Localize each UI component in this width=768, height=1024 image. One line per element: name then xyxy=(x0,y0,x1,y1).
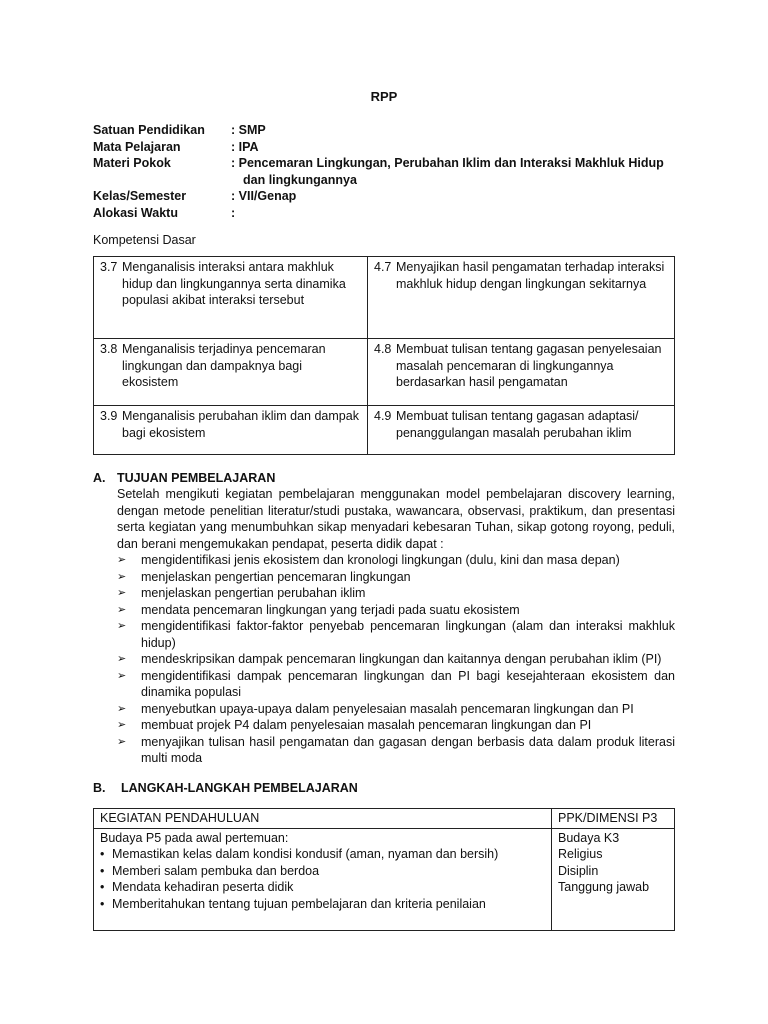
activity-intro: Budaya P5 pada awal pertemuan: xyxy=(100,830,289,845)
identity-label: Alokasi Waktu xyxy=(93,205,178,220)
identity-label: Materi Pokok xyxy=(93,156,171,170)
objective-text: menyebutkan upaya-upaya dalam penyelesaian masalah pencemaran lingkungan dan PI xyxy=(141,701,634,716)
list-item xyxy=(117,717,675,734)
arrow-bullet-icon: ➢ xyxy=(117,653,127,665)
section-letter: B. xyxy=(93,781,106,795)
kd-cell xyxy=(368,257,675,339)
kd-row xyxy=(94,406,675,455)
activity-item-text: Memastikan kelas dalam kondisi kondusif (aman, nyaman dan bersih) xyxy=(112,847,499,861)
list-item xyxy=(100,896,545,913)
section-title: LANGKAH-LANGKAH PEMBELAJARAN xyxy=(121,781,358,795)
list-item xyxy=(117,618,675,651)
bullet-icon: • xyxy=(100,847,105,861)
list-item xyxy=(100,846,545,863)
bullet-icon: • xyxy=(100,880,105,894)
identity-row-class xyxy=(93,188,683,205)
section-heading xyxy=(93,780,675,796)
objectives-intro: Setelah mengikuti kegiatan pembelajaran menggunakan model pembelajaran discovery learning, dengan metode penelitian literatur/studi pustaka, wawancara, observasi, praktikum, dan presentasi serta kegiatan yang menumbuhkan sikap menyadari kebesaran Tuhan, sikap gotong royong, peduli, dan berani mengemukakan pendapat, peserta didik dapat : xyxy=(117,487,675,551)
arrow-bullet-icon: ➢ xyxy=(117,620,127,632)
kd-cell xyxy=(94,406,368,455)
list-item xyxy=(100,879,545,896)
objective-text: membuat projek P4 dalam penyelesaian masalah pencemaran lingkungan dan PI xyxy=(141,718,592,732)
list-item xyxy=(117,651,675,668)
identity-value-continuation: dan lingkungannya xyxy=(243,172,357,187)
kd-cell xyxy=(94,339,368,406)
list-item xyxy=(117,585,675,602)
identity-label: Mata Pelajaran xyxy=(93,139,181,154)
kd-heading: Kompetensi Dasar xyxy=(93,233,196,247)
ppk-item: Tanggung jawab xyxy=(558,880,650,894)
kd-number: 4.8 xyxy=(374,342,392,356)
activity-item-text: Mendata kehadiran peserta didik xyxy=(112,880,294,894)
kd-table xyxy=(93,256,675,455)
bullet-icon: • xyxy=(100,863,105,878)
activity-item-text: Memberi salam pembuka dan berdoa xyxy=(112,863,320,878)
list-item xyxy=(117,602,675,619)
kd-number: 3.9 xyxy=(100,409,118,423)
kd-text: Menganalisis perubahan iklim dan dampak bagi ekosistem xyxy=(122,409,359,440)
activity-column-header: KEGIATAN PENDAHULUAN xyxy=(94,809,552,829)
identity-block xyxy=(93,122,683,221)
section-title: TUJUAN PEMBELAJARAN xyxy=(117,471,276,485)
kd-text: Menganalisis interaksi antara makhluk hidup dan lingkungannya serta dinamika populasi akibat interaksi tersebut xyxy=(122,260,346,307)
identity-label: Satuan Pendidikan xyxy=(93,123,205,137)
list-item xyxy=(117,569,675,586)
objective-text: mengidentifikasi jenis ekosistem dan kronologi lingkungan (dulu, kini dan masa depan) xyxy=(141,553,620,567)
arrow-bullet-icon: ➢ xyxy=(117,570,127,583)
section-learning-steps xyxy=(93,780,675,796)
arrow-bullet-icon: ➢ xyxy=(117,735,127,748)
identity-label: Kelas/Semester xyxy=(93,189,187,203)
arrow-bullet-icon: ➢ xyxy=(117,702,127,715)
kd-row xyxy=(94,257,675,339)
activity-table-row xyxy=(94,828,675,930)
identity-value: : SMP xyxy=(231,123,266,137)
identity-row-subject xyxy=(93,139,683,156)
objective-text: menyajikan tulisan hasil pengamatan dan gagasan dengan berbasis data dalam produk literasi multi moda xyxy=(141,734,675,765)
arrow-bullet-icon: ➢ xyxy=(117,603,127,616)
kd-cell xyxy=(368,406,675,455)
ppk-column-header: PPK/DIMENSI P3 xyxy=(552,809,675,829)
identity-value: : IPA xyxy=(231,139,259,154)
section-letter: A. xyxy=(93,471,106,485)
arrow-bullet-icon: ➢ xyxy=(117,719,127,731)
bullet-icon: • xyxy=(100,896,105,911)
objective-text: mengidentifikasi faktor-faktor penyebab pencemaran lingkungan (alam dan interaksi makhluk hidup) xyxy=(141,619,675,650)
objective-text: mengidentifikasi dampak pencemaran lingkungan dan PI bagi kesejahteraan ekosistem dan dinamika populasi xyxy=(141,668,675,699)
arrow-bullet-icon: ➢ xyxy=(117,669,127,682)
list-item xyxy=(117,734,675,767)
kd-text: Membuat tulisan tentang gagasan penyelesaian masalah pencemaran di lingkungannya berdasarkan hasil pengamatan xyxy=(396,342,662,389)
ppk-item: Disiplin xyxy=(558,863,599,878)
list-item xyxy=(117,701,675,718)
identity-value: : VII/Genap xyxy=(231,189,297,203)
activity-item-text: Memberitahukan tentang tujuan pembelajaran dan kriteria penilaian xyxy=(112,896,486,911)
ppk-item: Religius xyxy=(558,847,603,861)
kd-number: 4.7 xyxy=(374,260,392,274)
activity-cell xyxy=(94,828,552,930)
kd-cell xyxy=(368,339,675,406)
objectives-list xyxy=(93,552,675,767)
arrow-bullet-icon: ➢ xyxy=(117,587,127,599)
arrow-bullet-icon: ➢ xyxy=(117,554,127,566)
kd-cell xyxy=(94,257,368,339)
kd-number: 3.8 xyxy=(100,342,118,356)
objective-text: mendata pencemaran lingkungan yang terjadi pada suatu ekosistem xyxy=(141,602,520,617)
list-item xyxy=(117,668,675,701)
list-item xyxy=(117,552,675,569)
activity-table xyxy=(93,808,675,931)
kd-row xyxy=(94,339,675,406)
section-heading xyxy=(93,470,675,486)
objective-text: mendeskripsikan dampak pencemaran lingkungan dan kaitannya dengan perubahan iklim (PI) xyxy=(141,652,662,666)
objective-text: menjelaskan pengertian perubahan iklim xyxy=(141,586,366,600)
document-title: RPP xyxy=(370,89,398,104)
identity-row-time xyxy=(93,205,683,222)
ppk-cell xyxy=(552,828,675,930)
objective-text: menjelaskan pengertian pencemaran lingkungan xyxy=(141,569,411,584)
identity-value-wrap xyxy=(231,155,683,188)
kd-number: 4.9 xyxy=(374,409,392,423)
section-learning-objectives xyxy=(93,470,675,767)
kd-text: Menganalisis terjadinya pencemaran lingkungan dan dampaknya bagi ekosistem xyxy=(122,342,326,389)
activity-table-header-row xyxy=(94,809,675,829)
identity-value: : Pencemaran Lingkungan, Perubahan Iklim dan Interaksi Makhluk Hidup xyxy=(231,156,664,170)
identity-row-topic xyxy=(93,155,683,188)
kd-number: 3.7 xyxy=(100,260,118,274)
identity-value: : xyxy=(231,205,236,220)
identity-row-school xyxy=(93,122,683,139)
ppk-item: Budaya K3 xyxy=(558,830,620,845)
kd-text: Menyajikan hasil pengamatan terhadap interaksi makhluk hidup dengan lingkungan sekitarnya xyxy=(396,260,665,291)
list-item xyxy=(100,863,545,880)
kd-text: Membuat tulisan tentang gagasan adaptasi/ penanggulangan masalah perubahan iklim xyxy=(396,409,639,440)
